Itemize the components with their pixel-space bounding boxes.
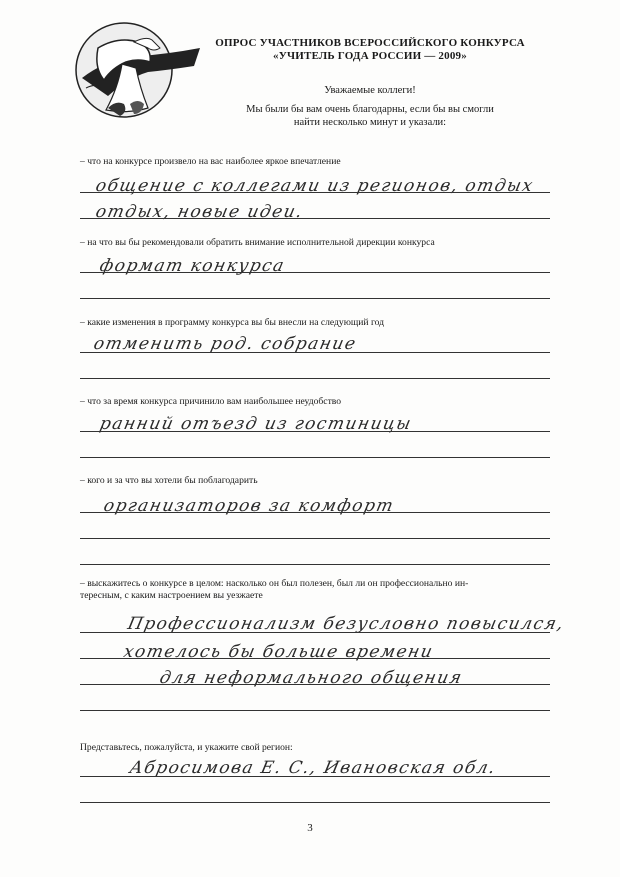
signature-answer: Абросимова Е. С., Ивановская обл. — [127, 758, 499, 778]
title-line-1: ОПРОС УЧАСТНИКОВ ВСЕРОССИЙСКОГО КОНКУРСА — [215, 37, 525, 49]
question-1-answer-line-1: общение с коллегами из регионов, отдых — [93, 176, 536, 196]
answer-rule — [80, 352, 550, 353]
answer-rule — [80, 218, 550, 219]
greeting: Уважаемые коллеги! — [324, 85, 416, 96]
question-1-text: – что на конкурсе произвело на вас наиболее яркое впечатление — [80, 156, 341, 167]
question-6-answer-line-3: для неформального общения — [157, 668, 465, 688]
question-2-text: – на что вы бы рекомендовали обратить внимание исполнительной дирекции конкурса — [80, 237, 435, 248]
signature-prompt: Представьтесь, пожалуйста, и укажите свой регион: — [80, 742, 293, 753]
question-5-text: – кого и за что вы хотели бы поблагодарить — [80, 475, 258, 486]
answer-rule — [80, 298, 550, 299]
page-number: 3 — [307, 822, 313, 834]
answer-rule — [80, 431, 550, 432]
answer-rule — [80, 802, 550, 803]
question-6-text — [80, 578, 550, 602]
survey-title — [190, 37, 550, 63]
answer-rule — [80, 564, 550, 565]
answer-rule — [80, 378, 550, 379]
question-1-answer-line-2: отдых, новые идеи. — [93, 202, 306, 222]
question-6-answer-line-1: Профессионализм безусловно повысился, — [125, 614, 567, 634]
answer-rule — [80, 538, 550, 539]
answer-rule — [80, 512, 550, 513]
answer-rule — [80, 658, 550, 659]
answer-rule — [80, 457, 550, 458]
pelican-emblem-icon — [68, 18, 208, 126]
question-5-answer: организаторов за комфорт — [101, 496, 397, 516]
question-6-answer-line-2: хотелось бы больше времени — [121, 642, 436, 662]
question-6-text-line-2: тересным, с каким настроением вы уезжаете — [80, 590, 263, 601]
question-3-answer: отменить род. собрание — [91, 334, 359, 354]
answer-rule — [80, 710, 550, 711]
question-3-text: – какие изменения в программу конкурса вы бы внесли на следующий год — [80, 317, 385, 328]
answer-rule — [80, 632, 550, 633]
question-4-text: – что за время конкурса причинило вам наибольшее неудобство — [80, 396, 342, 407]
answer-rule — [80, 776, 550, 777]
question-6-text-line-1: – выскажитесь о конкурсе в целом: насколько он был полезен, был ли он профессионально ин- — [80, 578, 469, 589]
intro-line-2: найти несколько минут и указали: — [293, 117, 447, 128]
question-4-answer: ранний отъезд из гостиницы — [97, 414, 414, 434]
answer-rule — [80, 684, 550, 685]
answer-rule — [80, 192, 550, 193]
question-2-answer: формат конкурса — [97, 256, 287, 276]
intro-text — [215, 103, 525, 129]
title-line-2: «УЧИТЕЛЬ ГОДА РОССИИ — 2009» — [273, 50, 467, 62]
answer-rule — [80, 272, 550, 273]
intro-line-1: Мы были бы вам очень благодарны, если бы вы смогли — [246, 104, 494, 115]
